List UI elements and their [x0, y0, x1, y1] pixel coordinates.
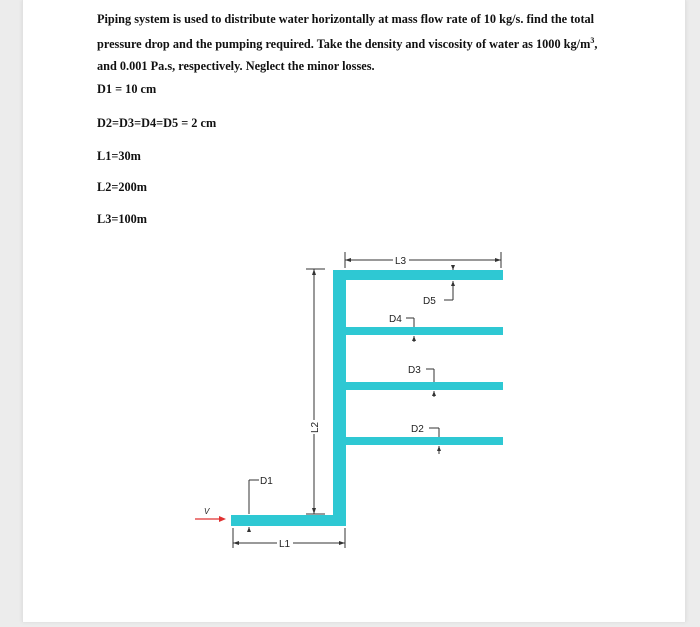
- problem-line-3: and 0.001 Pa.s, respectively. Neglect the minor losses.: [97, 59, 375, 74]
- problem-line-2-text: pressure drop and the pumping required. Take the density and viscosity of water as 1000 kg/m: [97, 37, 591, 52]
- document-page: [22, 0, 686, 622]
- pipe-l2: [333, 270, 346, 526]
- pipe-branch-d4: [333, 327, 503, 335]
- flow-arrow-icon: [219, 516, 226, 522]
- dimension-lines: [195, 252, 501, 548]
- pipe-branch-d5: [333, 270, 503, 280]
- piping-diagram: [23, 0, 685, 622]
- label-velocity: V: [204, 507, 210, 516]
- label-d5: D5: [423, 296, 436, 307]
- param-l1: L1=30m: [97, 149, 141, 163]
- label-d3: D3: [408, 365, 421, 376]
- diagram-labels: [204, 256, 436, 550]
- pipe-branch-d2: [333, 437, 503, 445]
- problem-line-2-end: ,: [594, 37, 598, 52]
- label-l2: L2: [310, 421, 321, 433]
- pipe-network: [231, 270, 503, 526]
- dimension-arrowheads: [219, 258, 501, 545]
- param-d1: D1 = 10 cm: [97, 82, 157, 96]
- label-d4: D4: [389, 314, 402, 325]
- param-l3: L3=100m: [97, 212, 148, 226]
- label-l1: L1: [279, 539, 291, 550]
- label-d2: D2: [411, 424, 424, 435]
- label-l3: L3: [395, 256, 407, 267]
- label-d1: D1: [260, 476, 273, 487]
- param-l2: L2=200m: [97, 180, 148, 194]
- pipe-branch-d3: [333, 382, 503, 390]
- param-d2-d5: D2=D3=D4=D5 = 2 cm: [97, 116, 217, 130]
- problem-line-1: Piping system is used to distribute water horizontally at mass flow rate of 10 kg/s. find the total: [97, 12, 595, 26]
- pipe-l1: [231, 515, 346, 526]
- density-exponent: 3: [590, 36, 595, 45]
